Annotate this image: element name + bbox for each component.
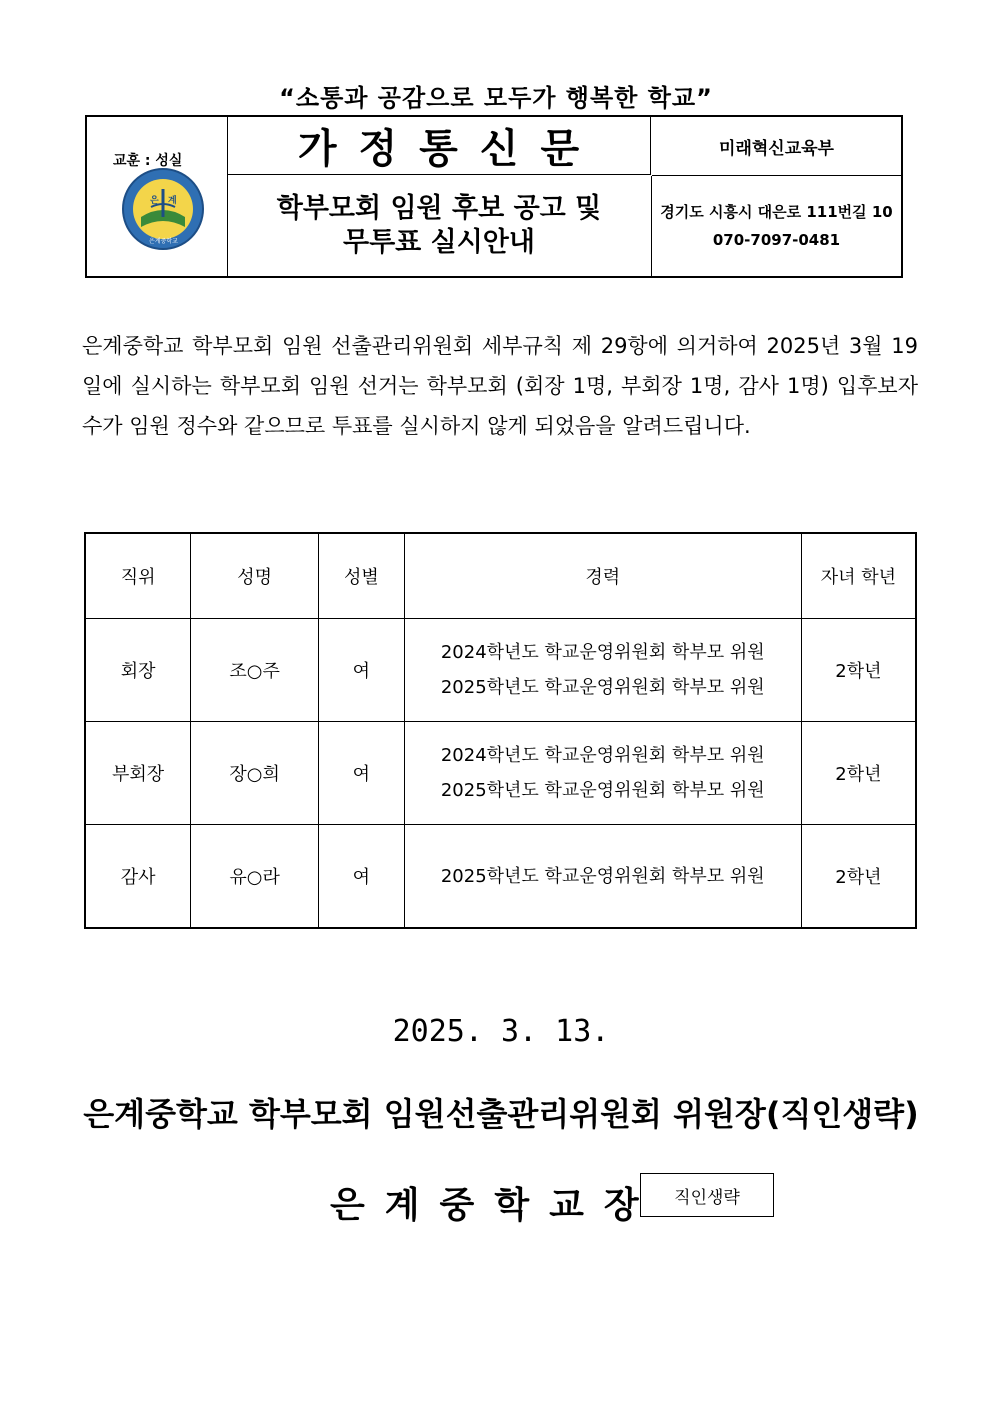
seal-omitted-box: 직인생략 <box>640 1173 774 1217</box>
school-slogan: “소통과 공감으로 모두가 행복한 학교” <box>279 84 713 112</box>
candidate-table <box>84 532 917 929</box>
notice-subtitle <box>227 176 652 276</box>
column-header: 성명 <box>191 533 319 619</box>
position-cell: 감사 <box>85 825 191 929</box>
career-line: 2025학년도 학교운영위원회 학부모 위원 <box>440 865 765 887</box>
logo-cell <box>87 117 228 276</box>
subtitle-line-2: 무투표 실시안내 <box>343 227 535 258</box>
position-cell: 회장 <box>85 619 191 722</box>
subtitle-line-1: 학부모회 임원 후보 공고 및 <box>276 193 602 224</box>
career-cell <box>404 619 801 722</box>
career-line: 2024학년도 학교운영위원회 학부모 위원 <box>440 642 765 663</box>
career-line: 2025학년도 학교운영위원회 학부모 위원 <box>440 677 765 698</box>
column-header: 직위 <box>85 533 191 619</box>
gender-cell: 여 <box>318 825 404 929</box>
grade-cell: 2학년 <box>801 722 916 825</box>
department-name: 미래혁신교육부 <box>652 117 901 176</box>
name-cell: 유○라 <box>191 825 319 929</box>
page-title: 가정통신문 <box>227 117 651 175</box>
school-motto: 교훈 : 성실 <box>113 153 183 169</box>
svg-text:계: 계 <box>168 196 177 206</box>
career-line: 2024학년도 학교운영위원회 학부모 위원 <box>440 745 765 766</box>
name-cell: 장○희 <box>191 722 319 825</box>
table-row <box>85 619 916 722</box>
committee-signer: 은계중학교 학부모회 임원선출관리위원회 위원장(직인생략) <box>83 1095 919 1133</box>
career-line: 2025학년도 학교운영위원회 학부모 위원 <box>440 780 765 801</box>
table-row <box>85 722 916 825</box>
grade-cell: 2학년 <box>801 619 916 722</box>
svg-text:은: 은 <box>150 196 159 206</box>
letter-header <box>85 115 903 278</box>
column-header: 자녀 학년 <box>801 533 916 619</box>
school-emblem-icon <box>121 167 205 251</box>
issue-date: 2025. 3. 13. <box>392 1014 610 1049</box>
career-cell <box>404 722 801 825</box>
school-phone: 070-7097-0481 <box>712 231 841 249</box>
grade-cell: 2학년 <box>801 825 916 929</box>
column-header: 성별 <box>318 533 404 619</box>
svg-text:은계중학교: 은계중학교 <box>149 238 178 245</box>
school-contact <box>652 176 901 276</box>
principal-signature: 은계중학교장 <box>330 1185 659 1226</box>
position-cell: 부회장 <box>85 722 191 825</box>
notice-body: 은계중학교 학부모회 임원 선출관리위원회 세부규칙 제 29항에 의거하여 2025년 3월 19일에 실시하는 학부모회 임원 선거는 학부모회 (회장 1명, 부회장 1명, 감사 1명) 입후보자수가 임원 정수와 같으므로 투표를 실시하지 않게 되었음을 알려드립니다. <box>82 334 918 438</box>
career-cell <box>404 825 801 929</box>
table-row <box>85 825 916 929</box>
school-address: 경기도 시흥시 대은로 111번길 10 <box>660 203 893 221</box>
gender-cell: 여 <box>318 722 404 825</box>
name-cell: 조○주 <box>191 619 319 722</box>
table-header-row <box>85 533 916 619</box>
gender-cell: 여 <box>318 619 404 722</box>
column-header: 경력 <box>404 533 801 619</box>
